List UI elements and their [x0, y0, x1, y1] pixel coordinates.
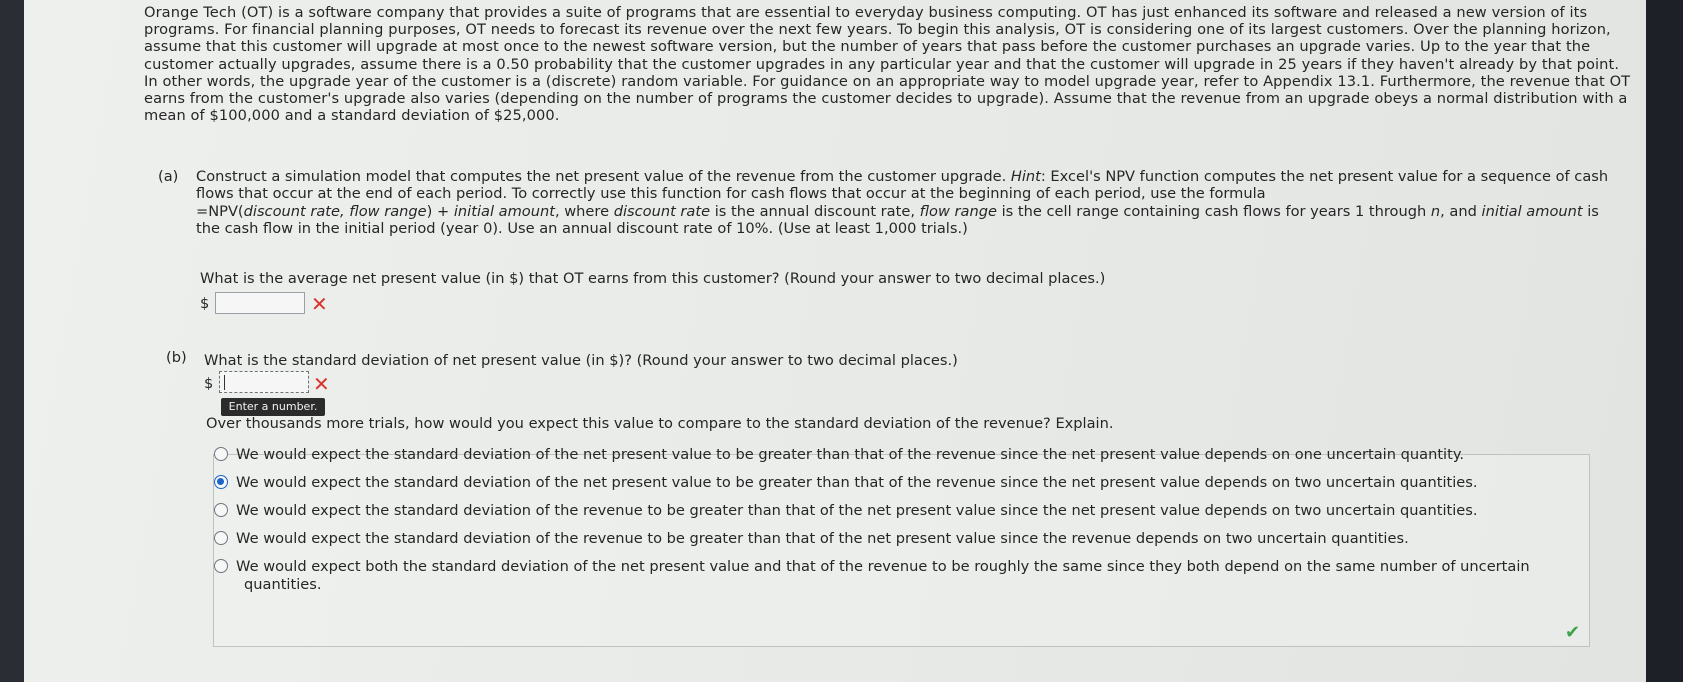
radio-button[interactable] — [214, 503, 228, 517]
incorrect-icon: ✕ — [313, 372, 330, 396]
part-a-line2: flows that occur at the end of each period. To correctly use this function for cash flows that occur at the beginning of each period, use the formula — [196, 185, 1266, 203]
choice-label-continued: quantities. — [244, 576, 322, 593]
problem-intro: Orange Tech (OT) is a software company that provides a suite of programs that are essential to everyday business computing. OT has just enhanced its software and released a new version of its programs. For financial planning purposes, OT needs to forecast its revenue over the next few years. To begin this analysis, OT is considering one of its largest customers. Over the planning horizon, assume that this customer will upgrade at most once to the newest software version, but the number of years that pass before the customer purchases an upgrade varies. Up to the year that the customer actually upgrades, assume there is a 0.50 probability that the customer upgrades in any particular year and that the customer will upgrade in 25 years if they haven't already by that point. In other words, the upgrade year of the customer is a (discrete) random variable. For guidance on an appropriate way to model upgrade year, refer to Appendix 13.1. Furthermore, the revenue that OT earns from the customer's upgrade also varies (depending on the number of programs the customer decides to upgrade). Assume that the revenue from an upgrade obeys a normal distribution with a mean of $100,000 and a standard deviation of $25,000. — [144, 4, 1631, 125]
choice-label: We would expect the standard deviation of the revenue to be greater than that of the net present value since the net present value depends on two uncertain quantities. — [236, 502, 1478, 519]
part-a-instructions — [196, 168, 1636, 238]
part-a-currency: $ — [200, 295, 210, 312]
part-b-currency: $ — [204, 375, 214, 392]
part-a-answer-input[interactable] — [215, 292, 305, 314]
part-b-question: What is the standard deviation of net present value (in $)? (Round your answer to two decimal places.) — [204, 352, 958, 369]
part-a-line3: =NPV(discount rate, flow range) + initial amount, where discount rate is the annual discount rate, flow range is the cell range containing cash flows for years 1 through n, and initial amount is — [196, 202, 1599, 220]
part-b-followup — [206, 415, 1114, 432]
part-a-line1: Construct a simulation model that computes the net present value of the revenue from the customer upgrade. — [196, 168, 1011, 185]
choice-label: We would expect the standard deviation of the revenue to be greater than that of the net present value since the revenue depends on two uncertain quantities. — [236, 530, 1409, 547]
hint-label: Hint — [1010, 168, 1041, 185]
radio-button-selected[interactable] — [214, 475, 228, 489]
checkmark-icon: ✔ — [1565, 622, 1581, 643]
radio-button[interactable] — [214, 531, 228, 545]
radio-button[interactable] — [214, 559, 228, 573]
followup-rest: more trials, how would you expect this value to compare to the standard deviation of the revenue? Explain. — [321, 415, 1114, 432]
followup-prefix: Over thousands — [206, 415, 322, 432]
part-a-question: What is the average net present value (in $) that OT earns from this customer? (Round your answer to two decimal places.) — [200, 270, 1106, 287]
choice-label: We would expect both the standard deviation of the net present value and that of the revenue to be roughly the same since they both depend on the same number of uncertain — [236, 558, 1530, 575]
input-tooltip: Enter a number. — [221, 398, 325, 416]
radio-button[interactable] — [214, 447, 228, 461]
part-a-line1-rest: : Excel's NPV function computes the net present value for a sequence of cash — [1040, 168, 1609, 185]
incorrect-icon: ✕ — [311, 292, 328, 316]
part-b-answer-input[interactable] — [219, 371, 309, 393]
choice-label: We would expect the standard deviation of the net present value to be greater than that of the revenue since the net present value depends on two uncertain quantities. — [236, 474, 1478, 491]
part-a-line4: the cash flow in the initial period (year 0). Use an annual discount rate of 10%. (Use at least 1,000 trials.) — [196, 220, 968, 238]
part-a-label: (a) — [158, 168, 179, 185]
screen-bezel — [1646, 0, 1683, 682]
part-b-label: (b) — [166, 349, 187, 366]
choice-label: We would expect the standard deviation of the net present value to be greater than that of the revenue since the net present value depends on one uncertain quantity. — [236, 446, 1465, 463]
screen — [24, 0, 1646, 682]
